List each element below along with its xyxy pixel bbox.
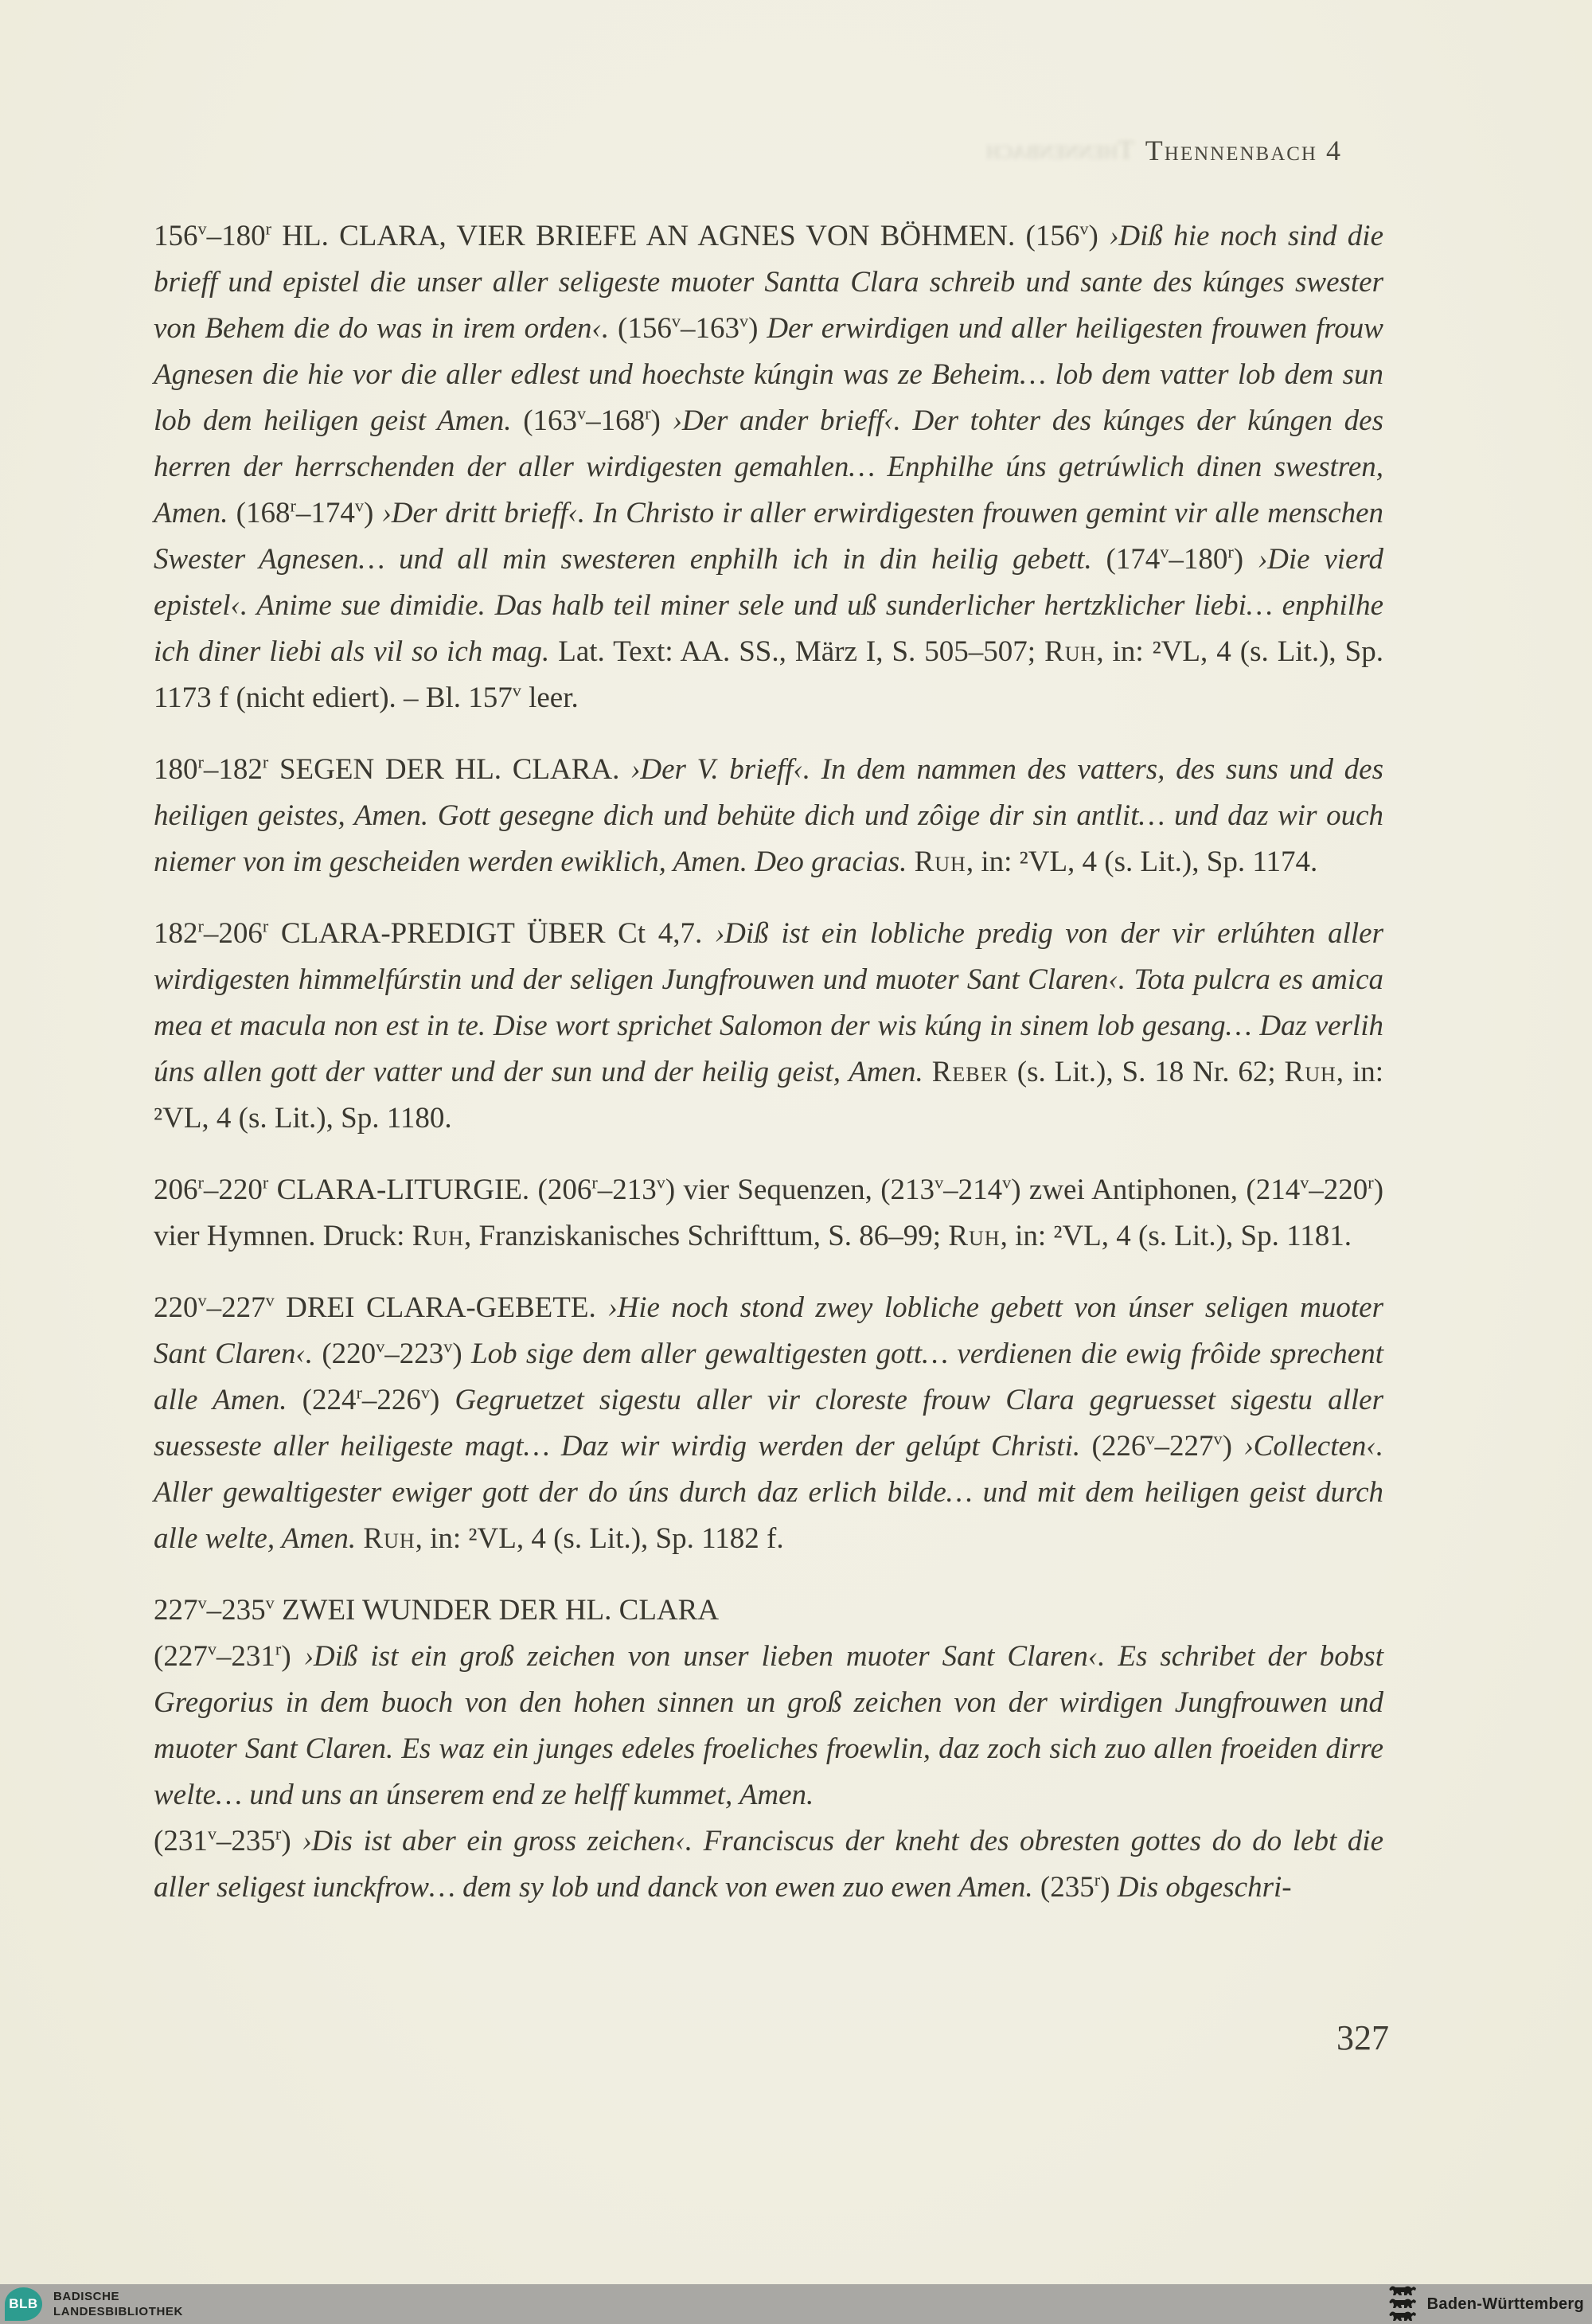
text-segment: (s. Lit.), S. 18 Nr. 62; (1008, 1056, 1285, 1088)
library-name-line1: BADISCHE (53, 2290, 120, 2303)
running-title: Thennenbach 4 (1145, 135, 1342, 166)
text-segment: (220 (313, 1338, 377, 1370)
text-segment: r (197, 1172, 204, 1193)
text-segment: (174 (1091, 543, 1161, 576)
text-segment: ›Die vierd epistel‹. Anime sue dimidie. Das halb teil miner sele und uß sunderlicher hertzklicher liebi… enphilhe ich diner liebi als vil so ich mag. (154, 543, 1383, 668)
text-segment: Lat. Text: AA. SS., März I, S. 505–507; (549, 635, 1045, 668)
text-segment: HL. CLARA, VIER BRIEFE AN AGNES VON BÖHMEN. (156 (271, 220, 1080, 252)
entry-156v-180r-briefe (154, 213, 1383, 721)
text-segment: v (656, 1172, 665, 1193)
text-segment: ) (281, 1825, 302, 1857)
text-segment: ) (1100, 1871, 1118, 1904)
text-segment: (168 (228, 497, 291, 529)
page-number: 327 (1336, 2018, 1389, 2057)
library-name-line2: LANDESBIBLIOTHEK (53, 2305, 183, 2318)
text-segment: ) (650, 404, 673, 437)
text-segment: ) zwei Antiphonen, (214 (1011, 1174, 1301, 1206)
text-segment: r (1094, 1869, 1101, 1890)
text-segment: v (207, 1639, 217, 1659)
text-segment: ) (452, 1338, 471, 1370)
text-segment: r (645, 403, 651, 424)
text-segment: –180 (1169, 543, 1228, 576)
text-segment: Ruh (363, 1522, 416, 1555)
text-segment: –235 (216, 1825, 275, 1857)
text-segment: v (671, 311, 681, 331)
text-segment: CLARA-LITURGIE. (206 (268, 1174, 592, 1206)
text-segment: ›Diß ist ein groß zeichen von unser lieben muoter Sant Claren‹. Es schribet der bobst Gregorius in dem buoch von den hohen sinnen un groß zeichen von der wirdigen Jungfrouwen und muoter Sant Claren. Es waz ein junges edeles froeliches froewlin, daz zoch sich zuo allen froeiden dirre welte… und uns an únserem end ze helff kummet, Amen. (154, 1640, 1383, 1811)
text-segment: –227 (206, 1291, 266, 1324)
text-segment: Ruh (1044, 635, 1097, 668)
text-segment: r (591, 1172, 598, 1193)
baden-wuerttemberg-label: Baden-Württemberg (1426, 2295, 1584, 2313)
text-segment: (156 (609, 312, 672, 345)
text-segment (907, 846, 914, 878)
text-segment: 227 (154, 1594, 198, 1627)
entry-227v-235v-wunder-heading (154, 1588, 1383, 1634)
text-segment: ›Dis ist aber ein gross zeichen‹. Franciscus der kneht des obresten gottes do do lebt die aller seligest iunckfrow… dem sy lob und danck von ewen zuo ewen Amen. (154, 1825, 1383, 1904)
text-segment: , in: ²VL, 4 (s. Lit.), Sp. 1181. (1000, 1220, 1352, 1252)
text-segment: ›Diß hie noch sind die brieff und epistel die unser aller seligeste muoter Santta Clara schreib und sante des kúnges swester von Behem die do was in irem orden‹. (154, 220, 1384, 345)
text-segment: r (197, 752, 204, 772)
text-segment: –180 (206, 220, 266, 252)
text-segment: ) (429, 1384, 455, 1416)
text-segment: v (1079, 218, 1089, 239)
text-segment: , Franziskanisches Schrifttum, S. 86–99; (463, 1220, 949, 1252)
text-segment: r (275, 1823, 282, 1844)
text-segment: –174 (295, 497, 355, 529)
text-segment: ) (1088, 220, 1110, 252)
text-segment: –220 (1309, 1174, 1368, 1206)
text-segment: 206 (154, 1174, 198, 1206)
text-segment: r (1368, 1172, 1374, 1193)
text-segment: –182 (203, 753, 263, 786)
entry-182r-206r-predigt (154, 911, 1383, 1142)
text-segment: (235 (1032, 1871, 1094, 1904)
text-segment: r (262, 752, 269, 772)
baden-wuerttemberg-coat-of-arms-icon (1389, 2286, 1416, 2322)
text-segment: v (265, 1290, 275, 1310)
text-segment: , in: ²VL, 4 (s. Lit.), Sp. 1173 f (nicht ediert). – Bl. 157 (154, 635, 1384, 714)
text-segment: v (1002, 1172, 1012, 1193)
text-segment: ›Collecten‹. Aller gewaltigester ewiger gott der do úns durch daz erlich bilde… und mit dem heiligen geist durch alle welte, Amen. (154, 1430, 1383, 1555)
text-segment: v (354, 495, 364, 516)
text-segment: ›Diß ist ein lobliche predig von der vir erlúhten aller wirdigesten himmelfúrstin und der seligen Jungfrouwen und muoter Sant Claren‹. Tota pulcra es amica mea et macula non est in te. Dise wort sprichet Salomon der wis kúng in sinem lob gesang… Daz verlih úns allen gott der vatter und der sun und der heilig geist, Amen. (154, 917, 1383, 1088)
text-segment: CLARA-PREDIGT ÜBER Ct 4,7. (268, 917, 715, 950)
entry-220v-227v-gebete (154, 1285, 1383, 1562)
text-segment: v (376, 1336, 385, 1357)
text-segment: –214 (943, 1174, 1003, 1206)
text-segment: Ruh (914, 846, 966, 878)
text-segment: v (207, 1823, 217, 1844)
text-segment: r (1227, 541, 1234, 562)
text-segment (923, 1056, 932, 1088)
text-segment: , in: ²VL, 4 (s. Lit.), Sp. 1180. (154, 1056, 1384, 1135)
text-segment: –213 (597, 1174, 657, 1206)
text-segment: r (265, 218, 271, 239)
entry-180r-182r-segen (154, 747, 1383, 885)
footer-bar (0, 2284, 1592, 2324)
text-segment: v (935, 1172, 944, 1193)
text-segment: (231 (154, 1825, 208, 1857)
text-segment: DREI CLARA-GEBETE. (274, 1291, 608, 1324)
text-segment: ›Der ander brieff‹. Der tohter des kúnges der kúngen des herren der herrschenden der aller wirdigesten gemahlen… Enphilhe úns getrúwlich dinen swestren, Amen. (154, 404, 1383, 529)
text-segment: Der erwirdigen und aller heiligesten frouwen frouw Agnesen die hie vor die aller edlest und hoechste kúngin was ze Beheim… lob dem vatter lob dem sun lob dem heiligen geist Amen. (154, 312, 1383, 437)
text-segment: r (197, 916, 204, 936)
text-segment: 180 (154, 753, 198, 786)
text-segment: Reber (931, 1056, 1009, 1088)
text-segment: SEGEN DER HL. CLARA. (268, 753, 631, 786)
text-segment: ) vier Hymnen. Druck: (154, 1174, 1384, 1252)
text-segment: v (197, 218, 207, 239)
text-segment: –168 (586, 404, 646, 437)
entry-206r-220r-liturgie (154, 1167, 1383, 1260)
blb-logo: BLB (5, 2287, 42, 2321)
text-segment: ) (281, 1640, 304, 1673)
text-segment: r (262, 916, 269, 936)
text-segment: ›Der V. brieff‹. In dem nammen des vatters, des suns und des heiligen geistes, Amen. Gott gesegne dich und behüte dich und zôige dir sin antlit… und daz wir ouch niemer von im gescheiden werden ewiklich, Amen. Deo gracias. (154, 753, 1383, 878)
blb-logo-group (0, 2287, 183, 2321)
entry-227v-231r-zeichen-1 (154, 1634, 1383, 1818)
text-segment: –226 (361, 1384, 421, 1416)
text-segment: Dis obgeschri- (1117, 1871, 1292, 1904)
text-segment: Ruh (948, 1220, 1001, 1252)
text-segment: (224 (287, 1384, 357, 1416)
text-segment: r (290, 495, 296, 516)
text-segment: ) (1233, 543, 1258, 576)
text-segment: v (443, 1336, 453, 1357)
text-segment: v (1213, 1428, 1223, 1449)
text-segment: Ruh (412, 1220, 464, 1252)
text-segment: leer. (521, 682, 579, 714)
text-segment: , in: ²VL, 4 (s. Lit.), Sp. 1182 f. (415, 1522, 784, 1555)
text-segment: ›Hie noch stond zwey lobliche gebett von únser seligen muoter Sant Claren‹. (154, 1291, 1383, 1370)
text-segment: , in: ²VL, 4 (s. Lit.), Sp. 1174. (966, 846, 1318, 878)
text-segment: 156 (154, 220, 198, 252)
text-segment: (226 (1080, 1430, 1146, 1463)
text-segment: Gegruetzet sigestu aller vir cloreste frouw Clara gegruesset sigestu aller suesseste aller heiligeste magt… Daz wir wirdig werden der gelúpt Christi. (154, 1384, 1383, 1463)
text-segment: v (512, 680, 521, 701)
text-segment: ) (748, 312, 767, 345)
text-segment: (163 (511, 404, 578, 437)
catalog-entries (154, 213, 1383, 1911)
text-segment: ) vier Sequenzen, (213 (665, 1174, 935, 1206)
text-segment: –227 (1154, 1430, 1214, 1463)
text-segment: v (197, 1592, 207, 1613)
text-segment: –231 (216, 1640, 275, 1673)
text-segment: r (275, 1639, 282, 1659)
text-segment: v (197, 1290, 207, 1310)
text-segment: ) (363, 497, 382, 529)
text-segment: –220 (203, 1174, 263, 1206)
text-segment: r (262, 1172, 269, 1193)
text-segment: (227 (154, 1640, 208, 1673)
text-segment: ) (1222, 1430, 1244, 1463)
text-segment (356, 1522, 363, 1555)
text-segment: v (1145, 1428, 1155, 1449)
text-segment: 182 (154, 917, 198, 950)
text-segment: –206 (203, 917, 263, 950)
text-segment: v (420, 1382, 430, 1403)
entry-231v-235r-zeichen-2 (154, 1818, 1383, 1911)
text-segment: v (739, 311, 749, 331)
library-name (53, 2289, 183, 2319)
text-segment: ZWEI WUNDER DER HL. CLARA (274, 1594, 720, 1627)
text-segment: –223 (384, 1338, 444, 1370)
text-segment: r (356, 1382, 362, 1403)
baden-wuerttemberg-group (1389, 2286, 1592, 2322)
text-segment: 220 (154, 1291, 198, 1324)
text-segment: –163 (680, 312, 739, 345)
text-segment: v (1160, 541, 1169, 562)
text-segment: Lob sige dem aller gewaltigesten gott… verdienen die ewig frôide sprechent alle Amen. (154, 1338, 1383, 1416)
text-segment: v (1300, 1172, 1309, 1193)
text-segment: v (265, 1592, 275, 1613)
text-segment: ›Der dritt brieff‹. In Christo ir aller erwirdigesten frouwen gemint vir alle menschen Swester Agnesen… und all min swesteren enphilh ich in din heilig gebett. (154, 497, 1384, 576)
bleedthrough-ghost-text: Thennenbach (985, 135, 1134, 165)
text-segment: v (577, 403, 587, 424)
text-segment: Ruh (1284, 1056, 1336, 1088)
text-segment: –235 (206, 1594, 266, 1627)
